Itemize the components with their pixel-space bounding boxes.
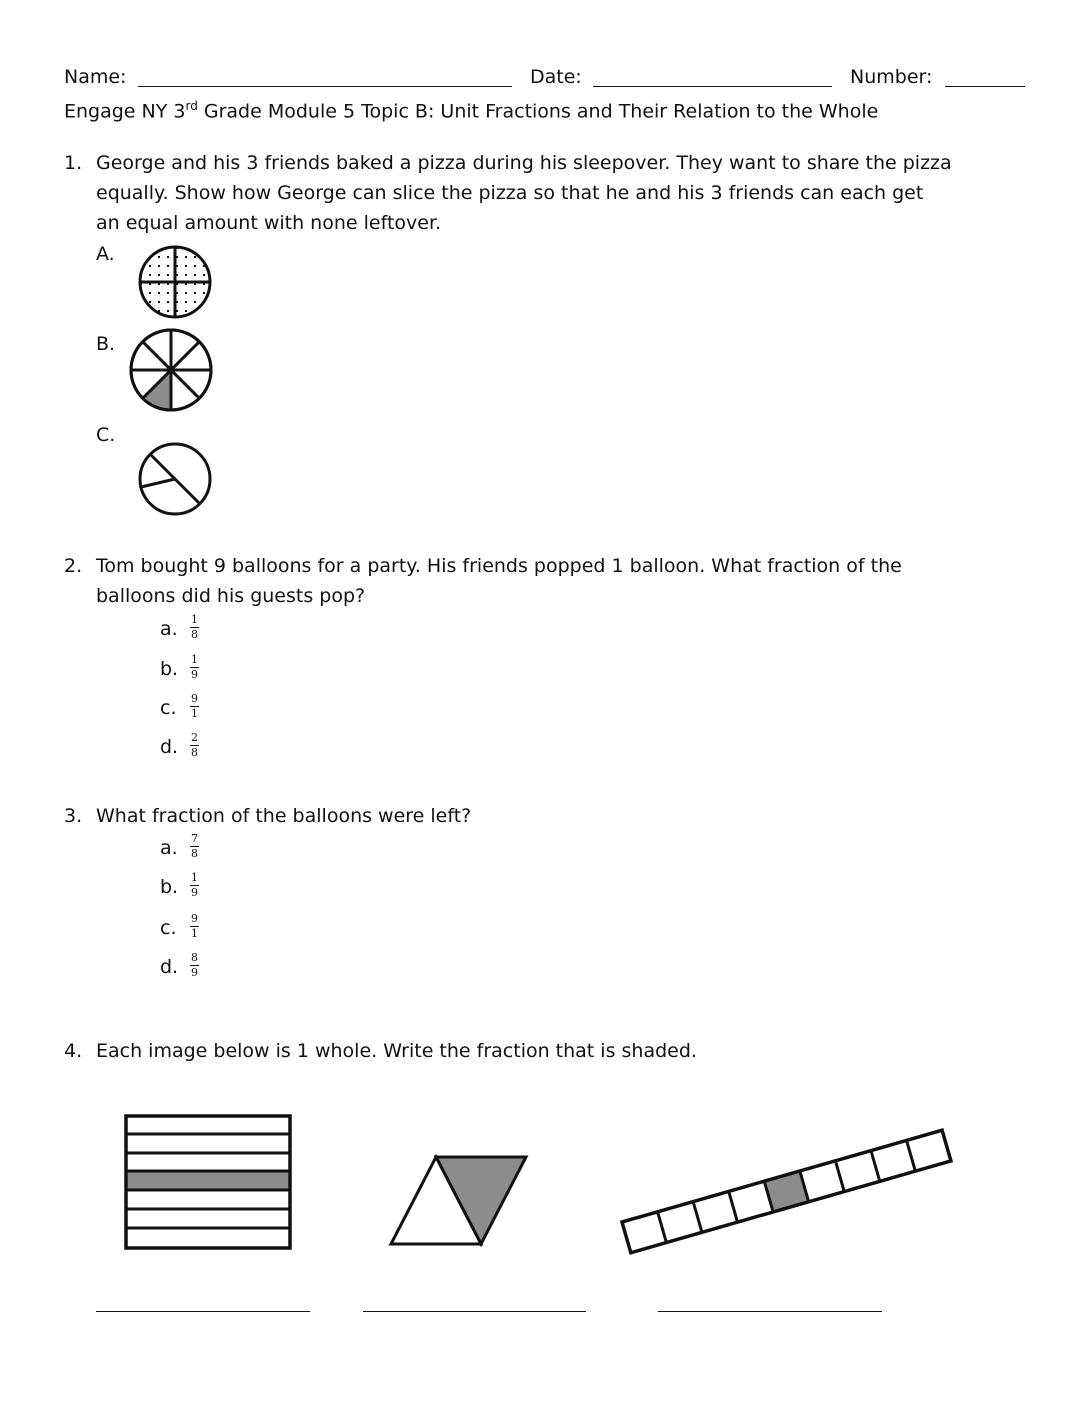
q4-line: Each image below is 1 whole. Write the fraction that is shaded.	[96, 1040, 697, 1062]
subtitle-pre: Engage NY 3	[64, 100, 186, 123]
denominator: 9	[191, 668, 198, 681]
q1-option-c-label: C.	[96, 424, 116, 446]
numerator: 9	[191, 912, 198, 925]
denominator: 8	[191, 628, 198, 641]
q1-option-a-label: A.	[96, 243, 115, 265]
answer-line-strip[interactable]	[658, 1311, 882, 1312]
q1-text	[96, 148, 952, 238]
rectangle-shaded-row	[126, 1172, 290, 1189]
numerator: 8	[191, 951, 198, 964]
q4-number: 4.	[64, 1040, 83, 1062]
q2-option-b-label[interactable]: b.	[160, 658, 179, 680]
denominator: 9	[191, 886, 198, 899]
q3-line: What fraction of the balloons were left?	[96, 805, 472, 827]
q2-text	[96, 551, 902, 611]
q2-option-a-label[interactable]: a.	[160, 618, 178, 640]
numerator: 1	[191, 613, 198, 626]
denominator: 1	[191, 927, 198, 940]
q3-option-b-fraction	[190, 872, 199, 899]
pizza-quarters-diagram[interactable]	[137, 244, 213, 320]
strip-divider	[729, 1191, 738, 1222]
q3-option-d-label[interactable]: d.	[160, 956, 179, 978]
tilted-strip-diagram	[610, 1118, 940, 1258]
q2-option-a-fraction	[190, 614, 199, 641]
strip-divider	[907, 1140, 916, 1171]
q4-text	[96, 1036, 697, 1066]
strip-divider	[871, 1151, 880, 1182]
numerator: 9	[191, 692, 198, 705]
number-label: Number:	[850, 66, 933, 88]
q3-option-a-fraction	[190, 833, 199, 860]
q2-number: 2.	[64, 555, 83, 577]
numerator: 2	[191, 731, 198, 744]
number-field[interactable]	[945, 86, 1025, 87]
denominator: 8	[191, 847, 198, 860]
q2-line: balloons did his guests pop?	[96, 585, 366, 607]
q1-option-b-label: B.	[96, 333, 116, 355]
q3-option-a-label[interactable]: a.	[160, 837, 178, 859]
answer-line-rectangle[interactable]	[96, 1311, 310, 1312]
answer-line-triangles[interactable]	[363, 1311, 586, 1312]
denominator: 1	[191, 707, 198, 720]
pizza-eighths-diagram[interactable]	[128, 328, 216, 412]
q3-option-d-fraction	[190, 952, 199, 979]
worksheet-subtitle	[64, 91, 878, 126]
date-field[interactable]	[593, 86, 832, 87]
q2-option-b-fraction	[190, 654, 199, 681]
numerator: 7	[191, 832, 198, 845]
name-label: Name:	[64, 66, 127, 88]
q1-line: an equal amount with none leftover.	[96, 212, 442, 234]
pizza-unequal-diagram[interactable]	[137, 441, 213, 517]
numerator: 1	[191, 653, 198, 666]
date-label: Date:	[530, 66, 582, 88]
q1-number: 1.	[64, 152, 83, 174]
q2-option-d-fraction	[190, 732, 199, 759]
denominator: 9	[191, 966, 198, 979]
q2-option-d-label[interactable]: d.	[160, 736, 179, 758]
q2-option-c-fraction	[190, 693, 199, 720]
strip-divider	[693, 1202, 702, 1233]
q2-option-c-label[interactable]: c.	[160, 697, 177, 719]
q3-text	[96, 801, 471, 831]
q2-line: Tom bought 9 balloons for a party. His friends popped 1 balloon. What fraction of the	[96, 555, 902, 577]
numerator: 1	[191, 871, 198, 884]
q3-number: 3.	[64, 805, 83, 827]
subtitle-sup: rd	[185, 99, 198, 113]
striped-rectangle-diagram	[122, 1113, 294, 1251]
name-field[interactable]	[138, 86, 512, 87]
subtitle-post: Grade Module 5 Topic B: Unit Fractions and Their Relation to the Whole	[197, 100, 879, 123]
strip-divider	[658, 1212, 667, 1243]
q1-line: equally. Show how George can slice the pizza so that he and his 3 friends can each get	[96, 182, 924, 204]
denominator: 8	[191, 746, 198, 759]
q3-option-c-label[interactable]: c.	[160, 917, 177, 939]
q3-option-b-label[interactable]: b.	[160, 876, 179, 898]
q3-option-c-fraction	[190, 913, 199, 940]
triangles-diagram	[386, 1152, 532, 1248]
strip-divider	[835, 1161, 844, 1192]
q1-line: George and his 3 friends baked a pizza during his sleepover. They want to share the pizza	[96, 152, 952, 174]
